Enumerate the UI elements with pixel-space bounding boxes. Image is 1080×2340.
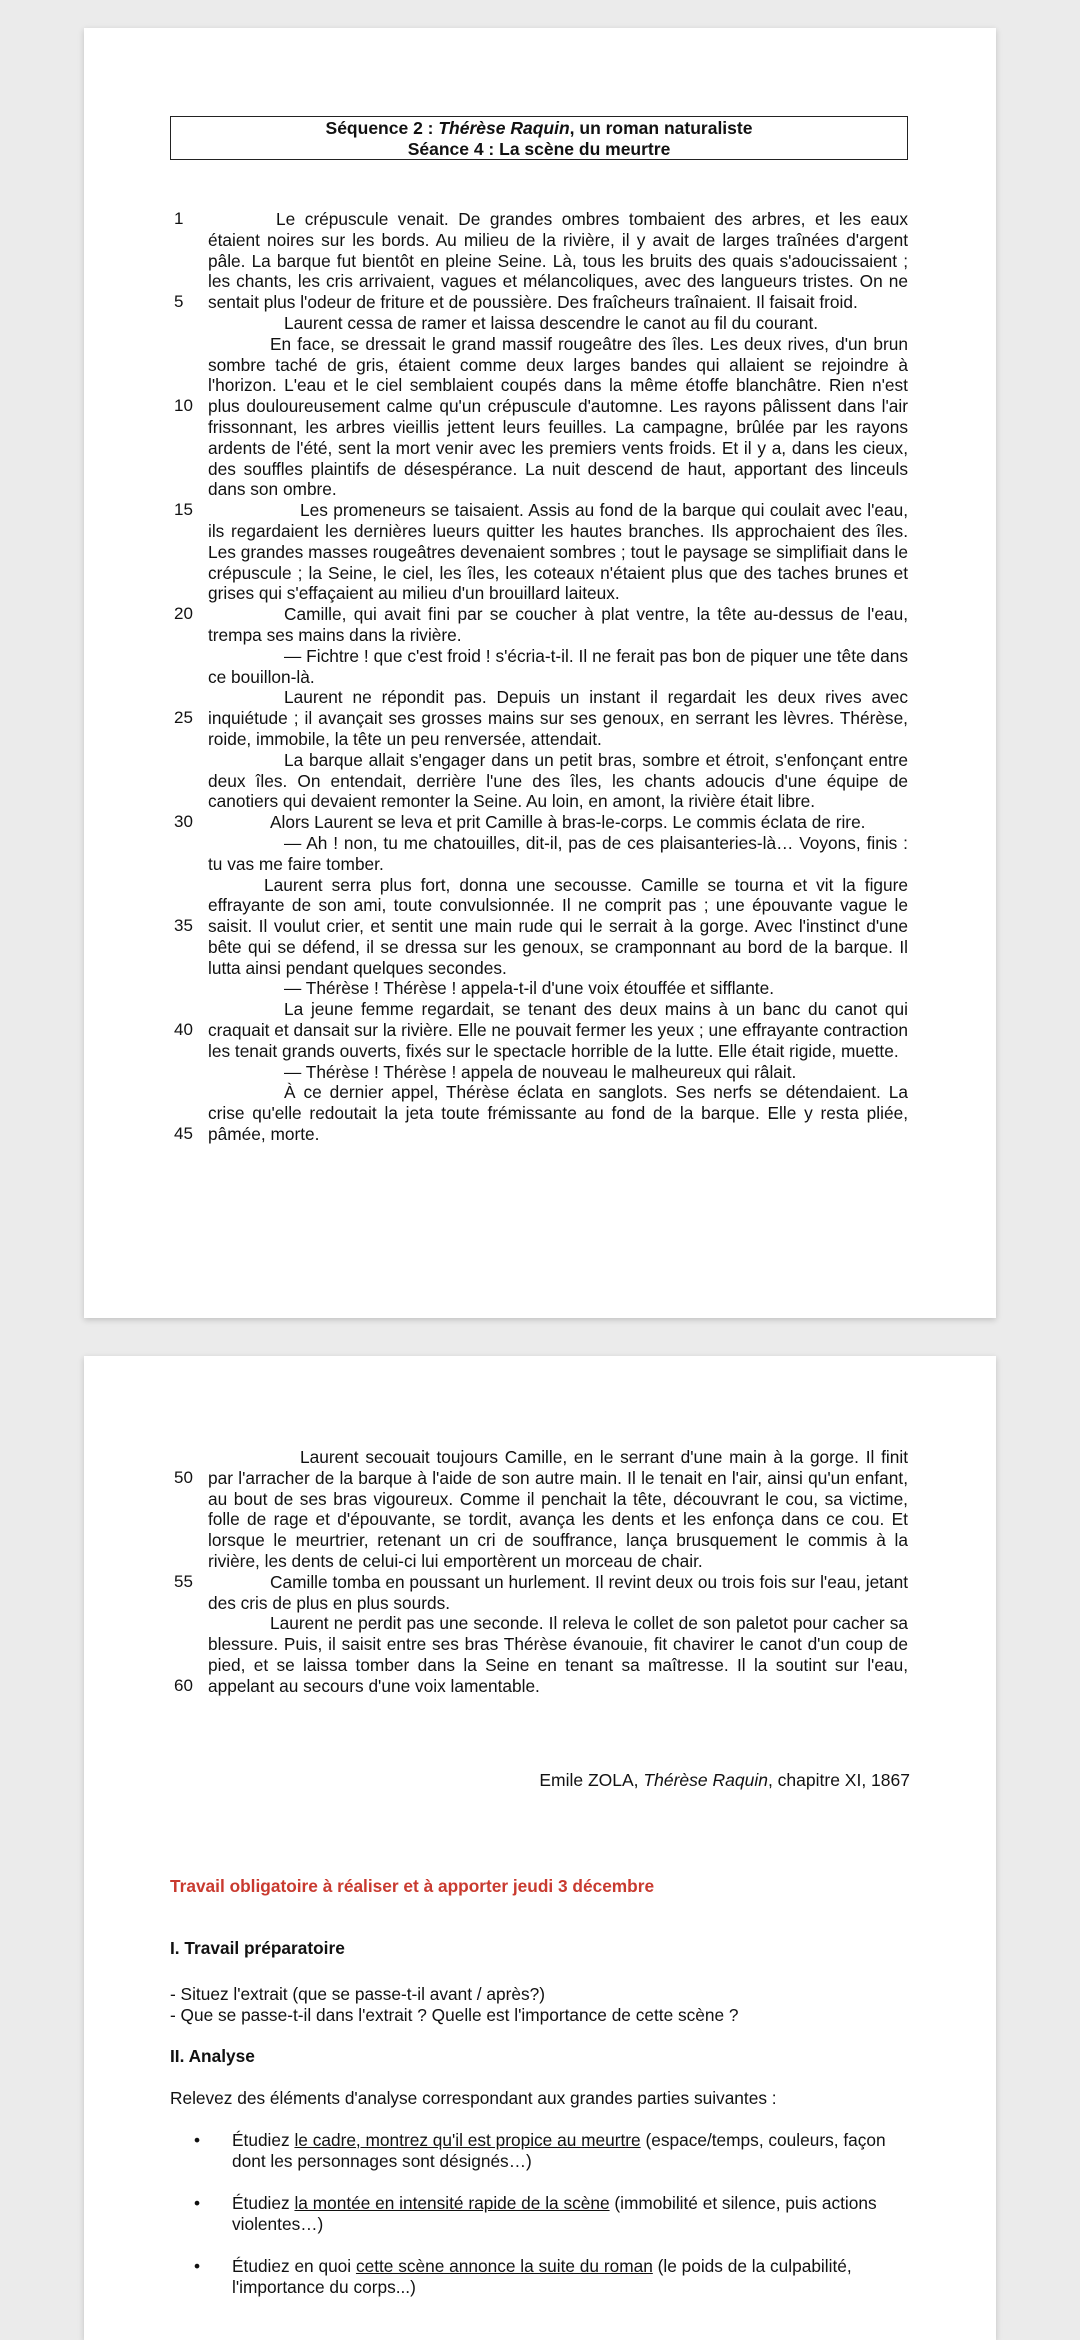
paragraph: Laurent secouait toujours Camille, en le serrant d'une main à la gorge. Il finit par l'arracher de la barque à l'aide de son autre main. Il le tenait en l'air, ainsi qu'un enfant, au bout de ses bras vigoureux. Comme il penchait la tête, découvrant le cou, sa victime, folle de rage et d'épouvante, se tordit, avança les dents et les enfonça dans ce cou. Et lorsque le meurtrier, retenant un cri de souffrance, lança brusquement le commis à la rivière, les dents de celui-ci lui emportèrent un morceau de chair. (208, 1447, 908, 1571)
section-heading-preparatory: I. Travail préparatoire (170, 1938, 345, 1958)
title-line-2: Séance 4 : La scène du meurtre (407, 139, 671, 159)
line-number: 55 (174, 1572, 193, 1591)
paragraph: Les promeneurs se taisaient. Assis au fond de la barque qui coulait avec l'eau, ils regardaient les dernières lueurs quitter les hautes branches. Ils approchaient des îles. Les grandes masses rougeâtres devenaient sombres ; tout le paysage se simplifiait dans le crépuscule ; la Seine, le ciel, les îles, les coteaux n'étaient plus que des taches brunes et grises qui s'effaçaient au milieu d'un brouillard laiteux. (208, 500, 908, 604)
bullet-dot-icon: • (194, 2256, 201, 2276)
paragraph: Laurent cessa de ramer et laissa descendre le canot au fil du courant. (284, 312, 819, 333)
line-number: 60 (174, 1676, 193, 1695)
line-number: 35 (174, 916, 193, 935)
dialogue: — Thérèse ! Thérèse ! appela de nouveau le malheureux qui râlait. (284, 1061, 797, 1082)
line-number: 30 (174, 812, 193, 831)
task-item: - Que se passe-t-il dans l'extrait ? Quelle est l'importance de cette scène ? (170, 2005, 739, 2025)
paragraph: En face, se dressait le grand massif rougeâtre des îles. Les deux rives, d'un brun sombre taché de gris, étaient comme deux larges bandes qui allaient se rejoindre à l'horizon. L'eau et le ciel semblaient coupés dans la même étoffe blanchâtre. Rien n'est plus douloureusement calme qu'un crépuscule d'automne. Les rayons pâlissent dans l'air frissonnant, les arbres vieillis jettent leurs feuilles. La campagne, brûlée par les rayons ardents de l'été, sent la mort venir avec les premiers vents froids. Et il y a, dans les cieux, des souffles plaintifs de désespérance. La nuit descend de haut, apportant des linceuls dans son ombre. (208, 333, 908, 500)
paragraph: La jeune femme regardait, se tenant des deux mains à un banc du canot qui craquait et dansait sur la rivière. Elle ne pouvait fermer les yeux ; une effrayante contraction les tenait grands ouverts, fixés sur le spectacle horrible de la lutte. Elle était rigide, muette. (208, 999, 908, 1061)
line-number: 50 (174, 1468, 193, 1487)
paragraph: À ce dernier appel, Thérèse éclata en sanglots. Ses nerfs se détendaient. La crise qu'elle redoutait la jeta toute frémissante au fond de la barque. Elle y resta pliée, pâmée, morte. (208, 1082, 908, 1145)
paragraph: Le crépuscule venait. De grandes ombres tombaient des arbres, et les eaux étaient noires sur les bords. Au milieu de la rivière, il y avait de larges traînées d'argent pâle. La barque fut bientôt en pleine Seine. Là, tous les bruits des quais s'adoucissaient ; les chants, les cris arrivaient, vagues et mélancoliques, avec des langueurs tristes. On ne sentait plus l'odeur de friture et de poussière. Des fraîcheurs traînaient. Il faisait froid. (208, 209, 908, 313)
dialogue: — Ah ! non, tu me chatouilles, dit-il, pas de ces plaisanteries-là… Voyons, finis : tu vas me faire tomber. (208, 832, 908, 874)
paragraph: La barque allait s'engager dans un petit bras, sombre et étroit, s'enfonçant entre deux îles. On entendait, derrière l'une des îles, les chants adoucis d'une équipe de canotiers qui devaient remonter la Seine. Au loin, en amont, la rivière était libre. (208, 749, 908, 812)
line-number: 15 (174, 500, 193, 519)
document-page-2 (84, 1356, 996, 2340)
section-heading-analysis: II. Analyse (170, 2046, 255, 2066)
line-number: 10 (174, 396, 193, 415)
analysis-bullet: • Étudiez le cadre, montrez qu'il est propice au meurtre (espace/temps, couleurs, façon dont les personnages sont désignés…) (194, 2130, 886, 2171)
line-number: 20 (174, 604, 193, 623)
excerpt-text-continued (208, 1447, 908, 1697)
analysis-intro: Relevez des éléments d'analyse correspondant aux grandes parties suivantes : (170, 2088, 777, 2108)
line-number: 25 (174, 708, 193, 727)
paragraph: Camille tomba en poussant un hurlement. Il revint deux ou trois fois sur l'eau, jetant des cris de plus en plus sourds. (208, 1571, 908, 1613)
assignment-heading: Travail obligatoire à réaliser et à apporter jeudi 3 décembre (170, 1876, 655, 1896)
paragraph: Camille, qui avait fini par se coucher à plat ventre, la tête au-dessus de l'eau, trempa ses mains dans la rivière. (208, 604, 908, 645)
line-number: 1 (174, 209, 184, 228)
bullet-dot-icon: • (194, 2130, 201, 2150)
paragraph: Laurent serra plus fort, donna une secousse. Camille se tourna et vit la figure effrayante de son ami, toute convulsionnée. Il ne comprit pas ; une épouvante vague le saisit. Il voulut crier, et sentit une main rude qui le serrait à la gorge. Avec l'instinct d'une bête qui se défend, il se dressa sur les genoux, se cramponnant au bord de la barque. Il lutta ainsi pendant quelques secondes. (208, 874, 908, 978)
line-number: 45 (174, 1124, 193, 1143)
paragraph: Laurent ne perdit pas une seconde. Il releva le collet de son paletot pour cacher sa blessure. Puis, il saisit entre ses bras Thérèse évanouie, fit chavirer le canot d'un coup de pied, et se laissa tomber dans la Seine en tenant sa maîtresse. Il la soutint sur l'eau, appelant au secours d'une voix lamentable. (208, 1613, 908, 1696)
dialogue: — Fichtre ! que c'est froid ! s'écria-t-il. Il ne ferait pas bon de piquer une tête dans ce bouillon-là. (208, 645, 908, 687)
analysis-bullet-list (192, 2130, 912, 2319)
line-number: 40 (174, 1020, 193, 1039)
analysis-bullet: • Étudiez en quoi cette scène annonce la suite du roman (le poids de la culpabilité, l'importance du corps...) (194, 2256, 852, 2297)
analysis-bullet: • Étudiez la montée en intensité rapide de la scène (immobilité et silence, puis actions violentes…) (194, 2193, 877, 2234)
source-citation: Emile ZOLA, Thérèse Raquin, chapitre XI, 1867 (539, 1770, 910, 1790)
dialogue: — Thérèse ! Thérèse ! appela-t-il d'une voix étouffée et sifflante. (284, 978, 775, 999)
excerpt-text (208, 209, 908, 1145)
paragraph: Laurent ne répondit pas. Depuis un instant il regardait les deux rives avec inquiétude ; il avançait ses grosses mains sur ses genoux, en serrant les lèvres. Thérèse, roide, immobile, la tête un peu renversée, attendait. (208, 687, 908, 749)
paragraph: Alors Laurent se leva et prit Camille à bras-le-corps. Le commis éclata de rire. (270, 812, 866, 833)
document-page-1 (84, 28, 996, 1318)
task-item: - Situez l'extrait (que se passe-t-il avant / après?) (170, 1984, 546, 2004)
line-number: 5 (174, 292, 184, 311)
title-line-1: Séquence 2 : Thérèse Raquin, un roman naturaliste (325, 118, 753, 138)
title-box (170, 116, 908, 160)
bullet-dot-icon: • (194, 2193, 201, 2213)
